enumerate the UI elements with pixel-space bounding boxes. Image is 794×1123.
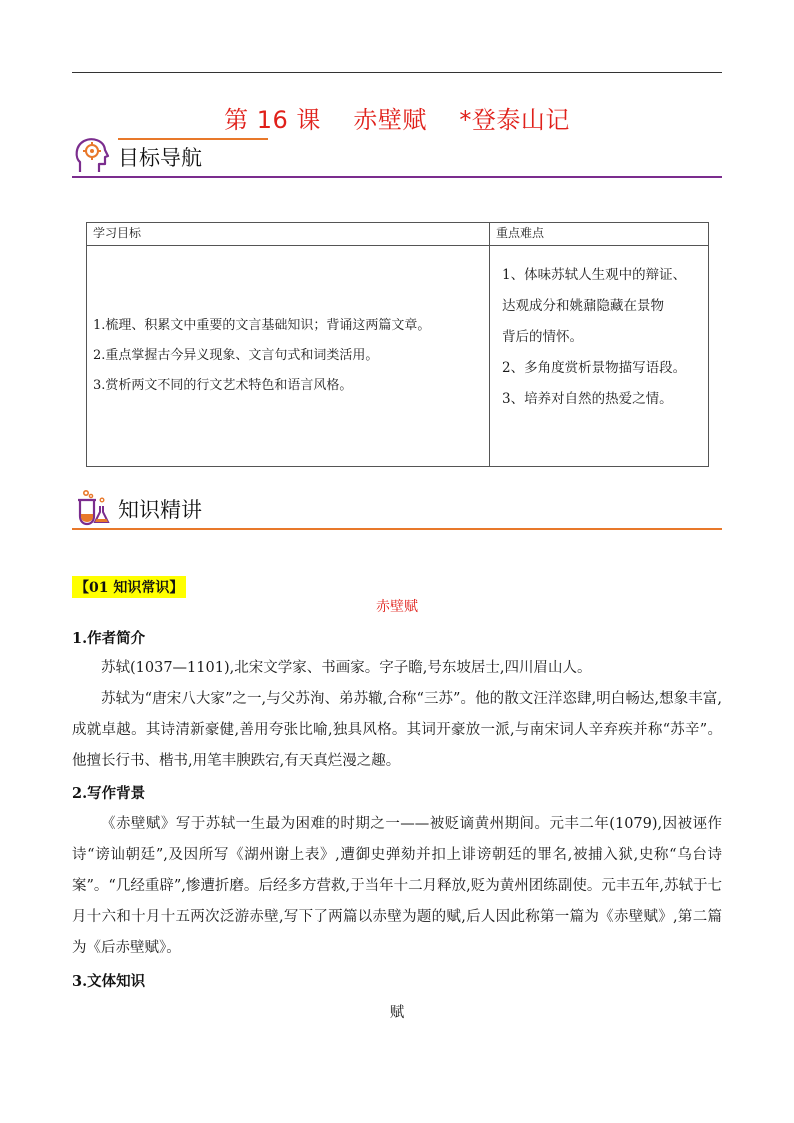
goals-cell (87, 246, 490, 467)
brain-head-icon (72, 136, 112, 176)
nav-heading-rule (72, 176, 722, 178)
lab-flask-icon (72, 488, 112, 528)
key-point-line: 2、多角度赏析景物描写语段。 (502, 360, 687, 376)
heading-accent-rule (118, 138, 268, 140)
nav-heading-label: 目标导航 (118, 146, 202, 170)
heading-genre: 3.文体知识 (72, 973, 146, 990)
section-tag: 【01 知识常识】 (72, 576, 186, 598)
key-point-line: 背后的情怀。 (502, 329, 583, 345)
key-point-line: 达观成分和姚鼐隐藏在景物 (502, 298, 664, 314)
goal-item: 2.重点掌握古今异义现象、文言句式和词类活用。 (93, 348, 379, 363)
knowledge-heading-label: 知识精讲 (118, 498, 202, 522)
heading-author: 1.作者简介 (72, 630, 146, 647)
paragraph-author-detail: 苏轼为“唐宋八大家”之一,与父苏洵、弟苏辙,合称“三苏”。他的散文汪洋恣肆,明白畅达,想象丰富,成就卓越。其诗清新豪健,善用夸张比喻,独具风格。其词开豪放一派,与南宋词人辛弃疾并称“苏辛”。他擅长行书、楷书,用笔丰腴跌宕,有天真烂漫之趣。 (72, 691, 722, 769)
key-point-line: 3、培养对自然的热爱之情。 (502, 391, 673, 407)
key-points-cell (490, 246, 709, 467)
paragraph-author-intro: 苏轼(1037—1101),北宋文学家、书画家。字子瞻,号东坡居士,四川眉山人。 (101, 660, 592, 676)
key-point-line: 1、体味苏轼人生观中的辩证、 (502, 267, 687, 283)
goal-item: 3.赏析两文不同的行文艺术特色和语言风格。 (93, 378, 353, 393)
heading-background: 2.写作背景 (72, 785, 146, 802)
goal-item: 1.梳理、积累文中重要的文言基础知识；背诵这两篇文章。 (93, 318, 431, 333)
knowledge-section-heading (72, 488, 722, 530)
header-rule (72, 72, 722, 73)
knowledge-heading-rule (72, 528, 722, 530)
key-points-header: 重点难点 (490, 223, 709, 246)
paragraph-background: 《赤壁赋》写于苏轼一生最为困难的时期之一——被贬谪黄州期间。元丰二年(1079),因被诬作诗“谤讪朝廷”,及因所写《湖州谢上表》,遭御史弹劾并扣上诽谤朝廷的罪名,被捕入狱,史称“乌台诗案”。“几经重辟”,惨遭折磨。后经多方营救,于当年十二月释放,贬为黄州团练副使。元丰五年,苏轼于七月十六和十月十五两次泛游赤壁,写下了两篇以赤壁为题的赋,后人因此称第一篇为《赤壁赋》,第二篇为《后赤壁赋》。 (72, 816, 722, 956)
nav-section-heading (72, 136, 722, 178)
article-subtitle: 赤壁赋 (376, 599, 418, 615)
goals-table (86, 222, 709, 467)
goals-header: 学习目标 (87, 223, 490, 246)
genre-word: 赋 (389, 1005, 405, 1021)
page-title: 第 16 课 赤壁赋 *登泰山记 (224, 106, 570, 134)
